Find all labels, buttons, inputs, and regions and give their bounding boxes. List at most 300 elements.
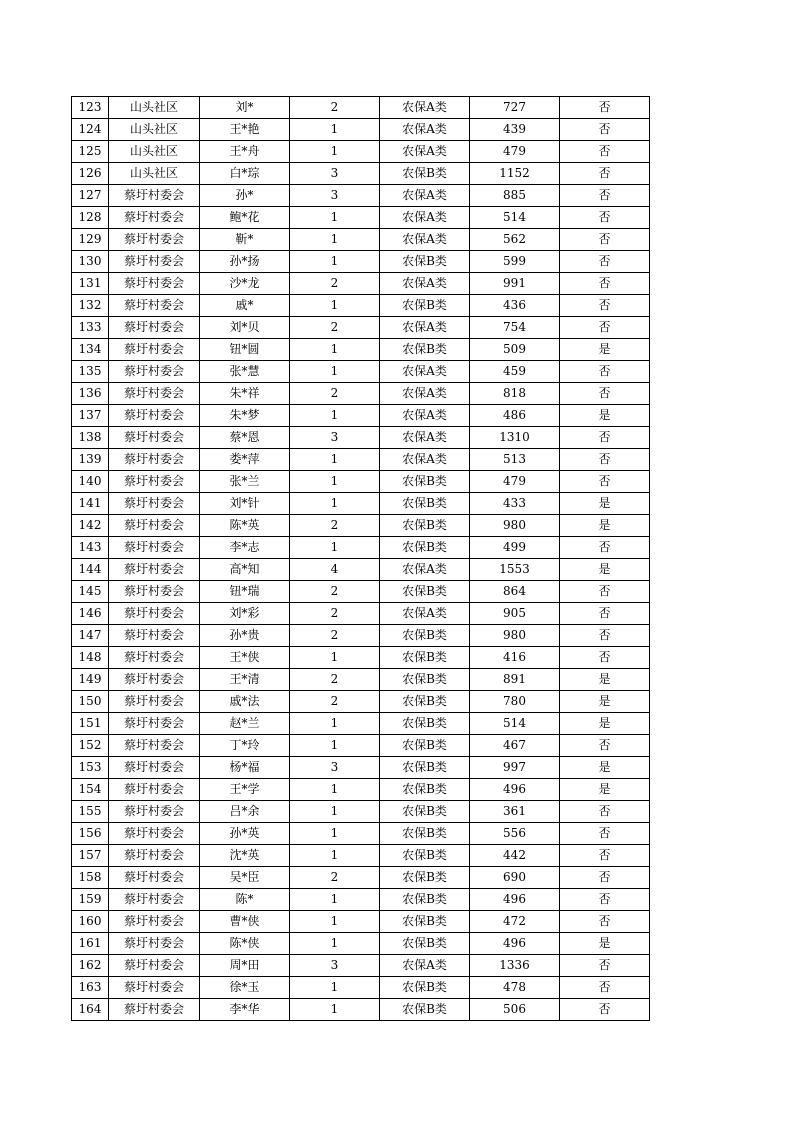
community-cell: 蔡圩村委会	[109, 229, 200, 251]
amount-cell: 1336	[470, 955, 560, 977]
insurance-type-cell: 农保A类	[380, 317, 470, 339]
name-cell: 钮*瑞	[200, 581, 290, 603]
amount-cell: 442	[470, 845, 560, 867]
amount-cell: 991	[470, 273, 560, 295]
insurance-type-cell: 农保B类	[380, 933, 470, 955]
row-number-cell: 129	[72, 229, 109, 251]
table-row	[72, 713, 650, 735]
community-cell: 山头社区	[109, 97, 200, 119]
community-cell: 蔡圩村委会	[109, 625, 200, 647]
row-number-cell: 150	[72, 691, 109, 713]
row-number-cell: 156	[72, 823, 109, 845]
insurance-type-cell: 农保A类	[380, 603, 470, 625]
name-cell: 娄*萍	[200, 449, 290, 471]
table-row	[72, 691, 650, 713]
amount-cell: 891	[470, 669, 560, 691]
flag-cell: 是	[560, 757, 650, 779]
name-cell: 戚*法	[200, 691, 290, 713]
insurance-type-cell: 农保A类	[380, 229, 470, 251]
row-number-cell: 124	[72, 119, 109, 141]
name-cell: 王*艳	[200, 119, 290, 141]
name-cell: 鲍*花	[200, 207, 290, 229]
household-size-cell: 1	[290, 405, 380, 427]
row-number-cell: 133	[72, 317, 109, 339]
table-row	[72, 141, 650, 163]
amount-cell: 513	[470, 449, 560, 471]
flag-cell: 是	[560, 515, 650, 537]
insurance-type-cell: 农保A类	[380, 427, 470, 449]
insurance-type-cell: 农保A类	[380, 361, 470, 383]
flag-cell: 是	[560, 669, 650, 691]
flag-cell: 否	[560, 801, 650, 823]
insurance-type-cell: 农保A类	[380, 449, 470, 471]
household-size-cell: 3	[290, 427, 380, 449]
name-cell: 张*慧	[200, 361, 290, 383]
name-cell: 孙*	[200, 185, 290, 207]
community-cell: 蔡圩村委会	[109, 955, 200, 977]
name-cell: 王*学	[200, 779, 290, 801]
insurance-type-cell: 农保A类	[380, 119, 470, 141]
household-size-cell: 1	[290, 493, 380, 515]
row-number-cell: 162	[72, 955, 109, 977]
flag-cell: 否	[560, 449, 650, 471]
flag-cell: 是	[560, 933, 650, 955]
flag-cell: 否	[560, 735, 650, 757]
table-row	[72, 515, 650, 537]
flag-cell: 否	[560, 251, 650, 273]
insurance-type-cell: 农保B类	[380, 757, 470, 779]
row-number-cell: 160	[72, 911, 109, 933]
amount-cell: 506	[470, 999, 560, 1021]
amount-cell: 361	[470, 801, 560, 823]
community-cell: 蔡圩村委会	[109, 471, 200, 493]
insurance-type-cell: 农保B类	[380, 537, 470, 559]
name-cell: 周*田	[200, 955, 290, 977]
household-size-cell: 2	[290, 603, 380, 625]
name-cell: 吕*余	[200, 801, 290, 823]
flag-cell: 是	[560, 713, 650, 735]
flag-cell: 否	[560, 317, 650, 339]
household-size-cell: 1	[290, 361, 380, 383]
row-number-cell: 140	[72, 471, 109, 493]
table-row	[72, 669, 650, 691]
community-cell: 蔡圩村委会	[109, 669, 200, 691]
row-number-cell: 137	[72, 405, 109, 427]
flag-cell: 否	[560, 977, 650, 999]
household-size-cell: 2	[290, 383, 380, 405]
community-cell: 蔡圩村委会	[109, 867, 200, 889]
table-row	[72, 647, 650, 669]
amount-cell: 997	[470, 757, 560, 779]
community-cell: 蔡圩村委会	[109, 273, 200, 295]
household-size-cell: 1	[290, 449, 380, 471]
table-row	[72, 273, 650, 295]
community-cell: 蔡圩村委会	[109, 559, 200, 581]
amount-cell: 1310	[470, 427, 560, 449]
community-cell: 蔡圩村委会	[109, 339, 200, 361]
amount-cell: 436	[470, 295, 560, 317]
name-cell: 杨*福	[200, 757, 290, 779]
community-cell: 蔡圩村委会	[109, 449, 200, 471]
row-number-cell: 163	[72, 977, 109, 999]
community-cell: 蔡圩村委会	[109, 185, 200, 207]
community-cell: 山头社区	[109, 119, 200, 141]
insurance-type-cell: 农保B类	[380, 691, 470, 713]
flag-cell: 否	[560, 295, 650, 317]
flag-cell: 否	[560, 119, 650, 141]
household-size-cell: 1	[290, 339, 380, 361]
household-size-cell: 2	[290, 273, 380, 295]
name-cell: 沙*龙	[200, 273, 290, 295]
flag-cell: 是	[560, 339, 650, 361]
household-size-cell: 3	[290, 163, 380, 185]
table-row	[72, 603, 650, 625]
insurance-type-cell: 农保B类	[380, 735, 470, 757]
household-size-cell: 4	[290, 559, 380, 581]
name-cell: 徐*玉	[200, 977, 290, 999]
row-number-cell: 157	[72, 845, 109, 867]
amount-cell: 479	[470, 471, 560, 493]
flag-cell: 否	[560, 141, 650, 163]
insurance-type-cell: 农保B类	[380, 999, 470, 1021]
amount-cell: 1553	[470, 559, 560, 581]
amount-cell: 980	[470, 515, 560, 537]
household-size-cell: 1	[290, 141, 380, 163]
flag-cell: 否	[560, 361, 650, 383]
insurance-type-cell: 农保B类	[380, 911, 470, 933]
flag-cell: 是	[560, 493, 650, 515]
table-row	[72, 493, 650, 515]
row-number-cell: 142	[72, 515, 109, 537]
row-number-cell: 164	[72, 999, 109, 1021]
table-row	[72, 361, 650, 383]
name-cell: 蔡*恩	[200, 427, 290, 449]
flag-cell: 否	[560, 823, 650, 845]
table-row	[72, 889, 650, 911]
row-number-cell: 147	[72, 625, 109, 647]
community-cell: 蔡圩村委会	[109, 427, 200, 449]
name-cell: 朱*祥	[200, 383, 290, 405]
flag-cell: 否	[560, 427, 650, 449]
community-cell: 蔡圩村委会	[109, 999, 200, 1021]
table-row	[72, 955, 650, 977]
flag-cell: 否	[560, 999, 650, 1021]
name-cell: 钮*圆	[200, 339, 290, 361]
household-size-cell: 1	[290, 537, 380, 559]
name-cell: 王*侠	[200, 647, 290, 669]
household-size-cell: 1	[290, 119, 380, 141]
household-size-cell: 1	[290, 823, 380, 845]
flag-cell: 否	[560, 537, 650, 559]
table-row	[72, 339, 650, 361]
insurance-type-cell: 农保B类	[380, 823, 470, 845]
household-size-cell: 2	[290, 691, 380, 713]
amount-cell: 499	[470, 537, 560, 559]
household-size-cell: 2	[290, 317, 380, 339]
household-size-cell: 1	[290, 207, 380, 229]
household-size-cell: 1	[290, 933, 380, 955]
amount-cell: 478	[470, 977, 560, 999]
insurance-type-cell: 农保B类	[380, 801, 470, 823]
table-row	[72, 977, 650, 999]
row-number-cell: 143	[72, 537, 109, 559]
flag-cell: 否	[560, 163, 650, 185]
household-size-cell: 1	[290, 471, 380, 493]
name-cell: 白*琮	[200, 163, 290, 185]
table-row	[72, 295, 650, 317]
household-size-cell: 2	[290, 669, 380, 691]
amount-cell: 556	[470, 823, 560, 845]
flag-cell: 否	[560, 955, 650, 977]
table-row	[72, 207, 650, 229]
row-number-cell: 127	[72, 185, 109, 207]
community-cell: 蔡圩村委会	[109, 911, 200, 933]
household-size-cell: 3	[290, 185, 380, 207]
table-row	[72, 735, 650, 757]
community-cell: 蔡圩村委会	[109, 647, 200, 669]
amount-cell: 864	[470, 581, 560, 603]
table-row	[72, 185, 650, 207]
community-cell: 蔡圩村委会	[109, 801, 200, 823]
flag-cell: 否	[560, 845, 650, 867]
row-number-cell: 159	[72, 889, 109, 911]
flag-cell: 否	[560, 889, 650, 911]
insurance-type-cell: 农保B类	[380, 867, 470, 889]
flag-cell: 否	[560, 471, 650, 493]
row-number-cell: 125	[72, 141, 109, 163]
amount-cell: 472	[470, 911, 560, 933]
community-cell: 蔡圩村委会	[109, 207, 200, 229]
household-size-cell: 2	[290, 625, 380, 647]
table-row	[72, 823, 650, 845]
table-row	[72, 933, 650, 955]
name-cell: 孙*贵	[200, 625, 290, 647]
insurance-type-cell: 农保B类	[380, 581, 470, 603]
name-cell: 赵*兰	[200, 713, 290, 735]
name-cell: 孙*英	[200, 823, 290, 845]
amount-cell: 459	[470, 361, 560, 383]
household-size-cell: 1	[290, 251, 380, 273]
row-number-cell: 161	[72, 933, 109, 955]
name-cell: 陈*	[200, 889, 290, 911]
amount-cell: 514	[470, 207, 560, 229]
table-row	[72, 581, 650, 603]
table-row	[72, 449, 650, 471]
community-cell: 蔡圩村委会	[109, 823, 200, 845]
row-number-cell: 141	[72, 493, 109, 515]
table-row	[72, 537, 650, 559]
table-row	[72, 559, 650, 581]
amount-cell: 1152	[470, 163, 560, 185]
amount-cell: 479	[470, 141, 560, 163]
row-number-cell: 158	[72, 867, 109, 889]
amount-cell: 509	[470, 339, 560, 361]
household-size-cell: 1	[290, 845, 380, 867]
table-row	[72, 405, 650, 427]
community-cell: 蔡圩村委会	[109, 691, 200, 713]
row-number-cell: 148	[72, 647, 109, 669]
community-cell: 蔡圩村委会	[109, 933, 200, 955]
flag-cell: 否	[560, 383, 650, 405]
insurance-type-cell: 农保B类	[380, 713, 470, 735]
row-number-cell: 146	[72, 603, 109, 625]
household-size-cell: 1	[290, 977, 380, 999]
flag-cell: 否	[560, 581, 650, 603]
flag-cell: 否	[560, 207, 650, 229]
row-number-cell: 152	[72, 735, 109, 757]
table-row	[72, 471, 650, 493]
amount-cell: 496	[470, 933, 560, 955]
name-cell: 王*清	[200, 669, 290, 691]
table-row	[72, 625, 650, 647]
insurance-type-cell: 农保A类	[380, 405, 470, 427]
name-cell: 刘*彩	[200, 603, 290, 625]
amount-cell: 780	[470, 691, 560, 713]
table-row	[72, 97, 650, 119]
name-cell: 高*知	[200, 559, 290, 581]
row-number-cell: 139	[72, 449, 109, 471]
row-number-cell: 153	[72, 757, 109, 779]
name-cell: 沈*英	[200, 845, 290, 867]
community-cell: 蔡圩村委会	[109, 515, 200, 537]
row-number-cell: 131	[72, 273, 109, 295]
community-cell: 蔡圩村委会	[109, 603, 200, 625]
table-row	[72, 801, 650, 823]
row-number-cell: 145	[72, 581, 109, 603]
insurance-type-cell: 农保B类	[380, 625, 470, 647]
household-size-cell: 1	[290, 911, 380, 933]
name-cell: 刘*针	[200, 493, 290, 515]
community-cell: 蔡圩村委会	[109, 581, 200, 603]
insurance-type-cell: 农保A类	[380, 955, 470, 977]
household-size-cell: 1	[290, 295, 380, 317]
household-size-cell: 1	[290, 647, 380, 669]
amount-cell: 885	[470, 185, 560, 207]
household-size-cell: 1	[290, 999, 380, 1021]
insurance-type-cell: 农保A类	[380, 383, 470, 405]
table-row	[72, 229, 650, 251]
insurance-type-cell: 农保B类	[380, 647, 470, 669]
household-size-cell: 2	[290, 97, 380, 119]
insurance-type-cell: 农保B类	[380, 471, 470, 493]
amount-cell: 562	[470, 229, 560, 251]
amount-cell: 496	[470, 779, 560, 801]
amount-cell: 514	[470, 713, 560, 735]
name-cell: 张*兰	[200, 471, 290, 493]
table-row	[72, 251, 650, 273]
community-cell: 蔡圩村委会	[109, 779, 200, 801]
household-size-cell: 1	[290, 229, 380, 251]
table-row	[72, 911, 650, 933]
community-cell: 蔡圩村委会	[109, 405, 200, 427]
community-cell: 蔡圩村委会	[109, 251, 200, 273]
household-size-cell: 1	[290, 713, 380, 735]
name-cell: 曹*侠	[200, 911, 290, 933]
table-row	[72, 999, 650, 1021]
flag-cell: 否	[560, 273, 650, 295]
table-row	[72, 383, 650, 405]
flag-cell: 是	[560, 779, 650, 801]
row-number-cell: 151	[72, 713, 109, 735]
amount-cell: 905	[470, 603, 560, 625]
flag-cell: 否	[560, 647, 650, 669]
insurance-type-cell: 农保B类	[380, 779, 470, 801]
row-number-cell: 154	[72, 779, 109, 801]
community-cell: 蔡圩村委会	[109, 889, 200, 911]
community-cell: 蔡圩村委会	[109, 713, 200, 735]
flag-cell: 否	[560, 911, 650, 933]
flag-cell: 否	[560, 97, 650, 119]
insurance-type-cell: 农保A类	[380, 185, 470, 207]
name-cell: 王*舟	[200, 141, 290, 163]
community-cell: 蔡圩村委会	[109, 845, 200, 867]
insurance-type-cell: 农保B类	[380, 977, 470, 999]
name-cell: 李*华	[200, 999, 290, 1021]
household-size-cell: 1	[290, 779, 380, 801]
community-cell: 蔡圩村委会	[109, 317, 200, 339]
name-cell: 刘*	[200, 97, 290, 119]
flag-cell: 否	[560, 229, 650, 251]
flag-cell: 是	[560, 405, 650, 427]
flag-cell: 否	[560, 625, 650, 647]
row-number-cell: 123	[72, 97, 109, 119]
insurance-type-cell: 农保A类	[380, 141, 470, 163]
insurance-type-cell: 农保B类	[380, 493, 470, 515]
name-cell: 朱*梦	[200, 405, 290, 427]
row-number-cell: 144	[72, 559, 109, 581]
community-cell: 蔡圩村委会	[109, 977, 200, 999]
table-row	[72, 163, 650, 185]
amount-cell: 467	[470, 735, 560, 757]
insurance-type-cell: 农保B类	[380, 845, 470, 867]
name-cell: 吴*臣	[200, 867, 290, 889]
table-row	[72, 427, 650, 449]
name-cell: 陈*侠	[200, 933, 290, 955]
community-cell: 蔡圩村委会	[109, 295, 200, 317]
insurance-type-cell: 农保A类	[380, 207, 470, 229]
table-body	[72, 97, 650, 1021]
amount-cell: 599	[470, 251, 560, 273]
community-cell: 蔡圩村委会	[109, 537, 200, 559]
insurance-type-cell: 农保A类	[380, 559, 470, 581]
community-cell: 蔡圩村委会	[109, 493, 200, 515]
row-number-cell: 155	[72, 801, 109, 823]
insurance-type-cell: 农保B类	[380, 669, 470, 691]
row-number-cell: 138	[72, 427, 109, 449]
table-row	[72, 317, 650, 339]
insurance-type-cell: 农保B类	[380, 339, 470, 361]
row-number-cell: 149	[72, 669, 109, 691]
amount-cell: 818	[470, 383, 560, 405]
household-size-cell: 1	[290, 889, 380, 911]
insurance-type-cell: 农保B类	[380, 251, 470, 273]
name-cell: 陈*英	[200, 515, 290, 537]
household-size-cell: 2	[290, 867, 380, 889]
amount-cell: 439	[470, 119, 560, 141]
household-size-cell: 1	[290, 801, 380, 823]
community-cell: 山头社区	[109, 163, 200, 185]
amount-cell: 980	[470, 625, 560, 647]
insurance-type-cell: 农保A类	[380, 273, 470, 295]
insurance-type-cell: 农保B类	[380, 295, 470, 317]
data-table	[71, 96, 650, 1021]
community-cell: 蔡圩村委会	[109, 383, 200, 405]
amount-cell: 754	[470, 317, 560, 339]
amount-cell: 496	[470, 889, 560, 911]
flag-cell: 是	[560, 559, 650, 581]
household-size-cell: 2	[290, 581, 380, 603]
row-number-cell: 135	[72, 361, 109, 383]
